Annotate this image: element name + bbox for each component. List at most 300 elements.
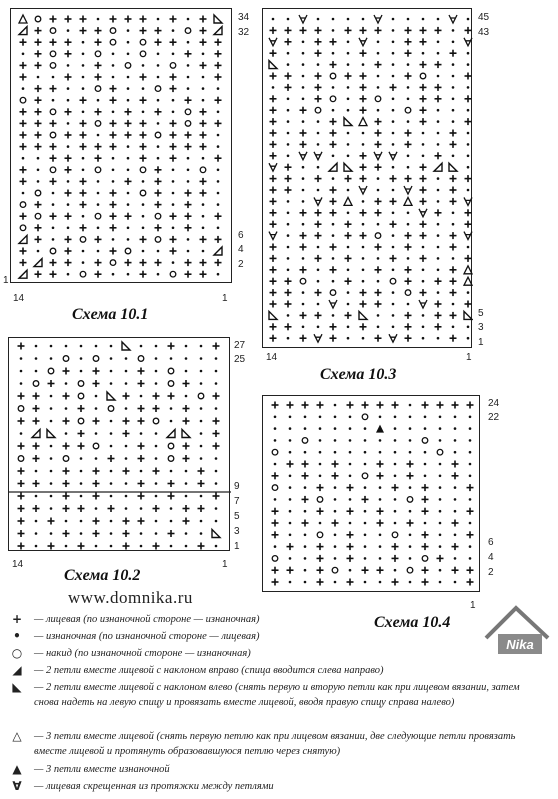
triangle-outline-icon bbox=[464, 266, 472, 274]
circle-icon bbox=[20, 202, 26, 208]
dot-icon bbox=[202, 215, 205, 218]
plus-icon bbox=[347, 531, 354, 538]
circle-icon bbox=[140, 39, 146, 45]
dot-icon bbox=[112, 111, 115, 114]
dot-icon bbox=[317, 326, 320, 329]
plus-icon bbox=[140, 120, 147, 127]
plus-icon bbox=[65, 166, 72, 173]
dot-icon bbox=[172, 192, 175, 195]
circle-icon bbox=[198, 393, 204, 399]
dot-icon bbox=[364, 557, 367, 560]
plus-icon bbox=[420, 164, 427, 171]
plus-icon bbox=[435, 278, 442, 285]
dot-icon bbox=[155, 457, 158, 460]
dot-icon bbox=[394, 416, 397, 419]
col-label-14: 14 bbox=[12, 559, 24, 570]
dot-icon bbox=[202, 53, 205, 56]
plus-icon bbox=[422, 508, 429, 515]
plus-icon bbox=[65, 132, 72, 139]
plus-icon bbox=[125, 213, 132, 220]
chart-10-3-grid bbox=[263, 9, 473, 349]
dot-icon bbox=[289, 581, 292, 584]
plus-icon bbox=[452, 543, 459, 550]
dot-icon bbox=[304, 416, 307, 419]
dot-icon bbox=[332, 18, 335, 21]
plus-icon bbox=[420, 221, 427, 228]
dot-icon bbox=[317, 189, 320, 192]
left-slant-decrease-icon bbox=[464, 311, 472, 319]
dot-icon bbox=[454, 581, 457, 584]
crossed-knit-icon bbox=[419, 209, 427, 217]
plus-icon bbox=[20, 248, 27, 255]
row-label-5: 5 bbox=[234, 511, 240, 522]
plus-icon bbox=[65, 236, 72, 243]
plus-icon bbox=[18, 505, 25, 512]
dot-icon bbox=[82, 157, 85, 160]
plus-icon bbox=[435, 95, 442, 102]
dot-icon bbox=[439, 475, 442, 478]
dot-icon bbox=[469, 451, 472, 454]
circle-icon bbox=[272, 449, 278, 455]
dot-icon bbox=[317, 18, 320, 21]
plus-icon bbox=[213, 443, 220, 450]
plus-icon bbox=[183, 455, 190, 462]
dot-icon bbox=[452, 86, 455, 89]
plus-icon bbox=[345, 175, 352, 182]
plus-icon bbox=[360, 84, 367, 91]
plus-icon bbox=[315, 95, 322, 102]
dot-icon bbox=[287, 120, 290, 123]
plus-icon: + bbox=[11, 612, 23, 626]
plus-icon bbox=[153, 468, 160, 475]
dot-icon bbox=[407, 98, 410, 101]
dot-icon bbox=[289, 475, 292, 478]
circle-icon bbox=[110, 39, 116, 45]
plus-icon bbox=[183, 418, 190, 425]
left-slant-decrease-icon bbox=[107, 392, 115, 400]
plus-icon bbox=[405, 278, 412, 285]
chart-10-2-grid bbox=[9, 338, 231, 552]
dot-icon bbox=[287, 63, 290, 66]
triangle-filled-icon bbox=[376, 425, 384, 433]
plus-icon bbox=[435, 301, 442, 308]
left-slant-decrease-icon bbox=[122, 342, 130, 350]
dot-icon bbox=[110, 420, 113, 423]
plus-icon bbox=[80, 178, 87, 185]
dot-icon bbox=[392, 63, 395, 66]
dot-icon bbox=[155, 370, 158, 373]
dot-icon bbox=[347, 109, 350, 112]
dot-icon bbox=[200, 345, 203, 348]
dot-icon bbox=[347, 212, 350, 215]
plus-icon bbox=[450, 50, 457, 57]
plus-icon bbox=[437, 402, 444, 409]
dot-icon bbox=[377, 52, 380, 55]
plus-icon bbox=[285, 175, 292, 182]
dot-icon bbox=[377, 41, 380, 44]
dot-icon bbox=[215, 382, 218, 385]
dot-icon bbox=[364, 581, 367, 584]
circle-icon bbox=[272, 556, 278, 562]
dot-icon bbox=[80, 532, 83, 535]
dot-icon bbox=[187, 18, 190, 21]
dot-icon bbox=[467, 86, 470, 89]
dot-icon bbox=[364, 463, 367, 466]
plus-icon bbox=[270, 335, 277, 342]
plus-icon bbox=[18, 493, 25, 500]
dot-icon bbox=[125, 382, 128, 385]
dot-icon bbox=[302, 63, 305, 66]
plus-icon bbox=[407, 520, 414, 527]
dot-icon bbox=[217, 273, 220, 276]
plus-icon bbox=[270, 27, 277, 34]
dot-icon bbox=[467, 189, 470, 192]
plus-icon bbox=[185, 143, 192, 150]
plus-icon bbox=[80, 16, 87, 23]
dot-icon bbox=[454, 451, 457, 454]
dot-icon bbox=[334, 427, 337, 430]
chart-10-4-title: Схема 10.4 bbox=[374, 614, 451, 631]
dot-icon bbox=[304, 427, 307, 430]
dot-icon bbox=[469, 557, 472, 560]
dot-icon bbox=[125, 445, 128, 448]
circle-icon bbox=[93, 443, 99, 449]
dot-icon bbox=[200, 495, 203, 498]
dot-icon bbox=[302, 52, 305, 55]
plus-icon bbox=[450, 198, 457, 205]
plus-icon bbox=[153, 393, 160, 400]
plus-icon bbox=[123, 530, 130, 537]
plus-icon bbox=[420, 175, 427, 182]
crossed-knit-icon bbox=[299, 152, 307, 160]
plus-icon bbox=[125, 120, 132, 127]
dot-icon bbox=[319, 416, 322, 419]
plus-icon bbox=[18, 530, 25, 537]
dot-icon bbox=[50, 470, 53, 473]
left-slant-decrease-icon bbox=[269, 311, 277, 319]
plus-icon bbox=[200, 62, 207, 69]
dot-icon bbox=[469, 522, 472, 525]
left-slant-decrease-icon bbox=[449, 163, 457, 171]
plus-icon bbox=[95, 74, 102, 81]
dot-icon bbox=[20, 370, 23, 373]
dot-icon bbox=[110, 445, 113, 448]
left-slant-decrease-icon bbox=[214, 15, 222, 23]
circle-icon bbox=[330, 96, 336, 102]
plus-icon bbox=[35, 201, 42, 208]
plus-icon bbox=[300, 130, 307, 137]
dot-icon bbox=[392, 109, 395, 112]
dot-icon bbox=[452, 29, 455, 32]
plus-icon bbox=[315, 73, 322, 80]
plus-icon bbox=[110, 213, 117, 220]
dot-icon bbox=[302, 75, 305, 78]
dot-icon bbox=[127, 192, 130, 195]
dot-icon bbox=[22, 157, 25, 160]
dot-icon bbox=[110, 432, 113, 435]
dot-icon bbox=[437, 234, 440, 237]
dot-icon bbox=[364, 439, 367, 442]
triangle-outline-icon bbox=[404, 197, 412, 205]
dot-icon bbox=[334, 581, 337, 584]
plus-icon bbox=[20, 259, 27, 266]
plus-icon bbox=[270, 323, 277, 330]
dot-icon bbox=[287, 18, 290, 21]
dot-icon bbox=[67, 203, 70, 206]
crossed-knit-icon bbox=[404, 186, 412, 194]
dot-icon bbox=[437, 109, 440, 112]
plus-icon bbox=[420, 232, 427, 239]
dot-icon bbox=[394, 427, 397, 430]
plus-icon bbox=[272, 567, 279, 574]
crossed-knit-icon bbox=[314, 334, 322, 342]
plus-icon bbox=[78, 405, 85, 412]
plus-icon bbox=[437, 555, 444, 562]
plus-icon bbox=[123, 418, 130, 425]
dot-icon bbox=[125, 357, 128, 360]
plus-icon bbox=[138, 443, 145, 450]
dot-icon bbox=[362, 246, 365, 249]
plus-icon bbox=[317, 555, 324, 562]
dot-icon bbox=[349, 522, 352, 525]
plus-icon bbox=[35, 39, 42, 46]
dot-icon bbox=[409, 534, 412, 537]
plus-icon bbox=[65, 39, 72, 46]
right-slant-decrease-icon bbox=[167, 430, 175, 438]
circle-icon bbox=[63, 456, 69, 462]
plus-icon bbox=[80, 190, 87, 197]
dot-icon bbox=[155, 445, 158, 448]
dot-icon bbox=[347, 52, 350, 55]
dot-icon bbox=[437, 132, 440, 135]
circle-icon bbox=[155, 132, 161, 138]
plus-icon bbox=[110, 190, 117, 197]
dot-icon bbox=[20, 432, 23, 435]
dot-icon bbox=[304, 545, 307, 548]
plus-icon bbox=[302, 402, 309, 409]
dot-icon bbox=[67, 180, 70, 183]
plus-icon bbox=[50, 213, 57, 220]
crossed-knit-icon bbox=[374, 152, 382, 160]
circle-icon bbox=[200, 167, 206, 173]
dot-icon bbox=[407, 223, 410, 226]
dot-icon bbox=[302, 41, 305, 44]
dot-icon bbox=[65, 432, 68, 435]
dot-icon bbox=[172, 111, 175, 114]
row-label-32: 32 bbox=[238, 27, 250, 38]
circle-icon bbox=[140, 51, 146, 57]
plus-icon bbox=[93, 368, 100, 375]
dot-icon bbox=[172, 53, 175, 56]
dot-icon bbox=[347, 63, 350, 66]
plus-icon bbox=[302, 461, 309, 468]
dot-icon bbox=[302, 200, 305, 203]
circle-icon bbox=[185, 28, 191, 34]
plus-icon bbox=[170, 132, 177, 139]
plus-icon bbox=[420, 107, 427, 114]
dot-icon bbox=[379, 581, 382, 584]
plus-icon bbox=[330, 209, 337, 216]
plus-icon bbox=[170, 39, 177, 46]
dot-icon bbox=[157, 145, 160, 148]
plus-icon bbox=[33, 418, 40, 425]
dot-icon bbox=[407, 120, 410, 123]
dot-icon bbox=[215, 545, 218, 548]
plus-icon bbox=[155, 224, 162, 231]
dot-icon bbox=[334, 557, 337, 560]
plus-icon bbox=[375, 198, 382, 205]
plus-icon bbox=[93, 493, 100, 500]
dot-icon bbox=[392, 75, 395, 78]
dot-icon bbox=[215, 407, 218, 410]
circle-icon bbox=[95, 213, 101, 219]
right-slant-decrease-icon bbox=[214, 247, 222, 255]
plus-icon bbox=[270, 95, 277, 102]
dot-icon bbox=[287, 98, 290, 101]
dot-icon bbox=[202, 87, 205, 90]
dot-icon bbox=[302, 166, 305, 169]
plus-icon bbox=[287, 461, 294, 468]
dot-icon bbox=[127, 145, 130, 148]
crossed-knit-icon bbox=[464, 232, 472, 240]
plus-icon bbox=[270, 175, 277, 182]
circle-icon bbox=[125, 248, 131, 254]
plus-icon bbox=[285, 278, 292, 285]
dot-icon bbox=[304, 451, 307, 454]
plus-icon bbox=[345, 221, 352, 228]
plus-icon bbox=[270, 50, 277, 57]
dot-icon bbox=[82, 76, 85, 79]
plus-icon bbox=[270, 198, 277, 205]
legend-text: — накид (по изнаночной стороне — изнаночная) bbox=[34, 648, 251, 659]
dot-icon bbox=[392, 143, 395, 146]
plus-icon bbox=[65, 74, 72, 81]
plus-icon bbox=[317, 567, 324, 574]
dot-icon bbox=[127, 169, 130, 172]
dot-icon bbox=[82, 64, 85, 67]
dot-icon bbox=[172, 29, 175, 32]
dot-icon bbox=[467, 337, 470, 340]
plus-icon bbox=[155, 39, 162, 46]
plus-icon bbox=[95, 62, 102, 69]
plus-icon bbox=[138, 380, 145, 387]
dot-icon bbox=[50, 532, 53, 535]
dot-icon bbox=[362, 63, 365, 66]
dot-icon bbox=[362, 223, 365, 226]
plus-icon bbox=[183, 518, 190, 525]
plus-icon bbox=[270, 107, 277, 114]
dot-icon bbox=[170, 420, 173, 423]
dot-icon bbox=[394, 463, 397, 466]
dot-icon bbox=[332, 86, 335, 89]
triangle-outline-icon bbox=[464, 277, 472, 285]
dot-icon bbox=[50, 457, 53, 460]
plus-icon bbox=[347, 555, 354, 562]
row-label-34: 34 bbox=[238, 12, 250, 23]
dot-icon bbox=[127, 238, 130, 241]
dot-icon bbox=[157, 76, 160, 79]
plus-icon bbox=[392, 555, 399, 562]
plus-icon bbox=[390, 198, 397, 205]
plus-icon bbox=[170, 236, 177, 243]
circle-icon bbox=[390, 278, 396, 284]
circle-icon bbox=[78, 393, 84, 399]
left-slant-decrease-icon: ◣ bbox=[12, 680, 22, 694]
plus-icon bbox=[35, 143, 42, 150]
plus-icon bbox=[170, 85, 177, 92]
plus-icon bbox=[110, 97, 117, 104]
dot-icon bbox=[50, 395, 53, 398]
dot-icon bbox=[302, 326, 305, 329]
plus-icon bbox=[65, 213, 72, 220]
dot-icon: • bbox=[13, 629, 21, 643]
left-slant-decrease-icon bbox=[344, 118, 352, 126]
plus-icon bbox=[270, 73, 277, 80]
legend-text: — 3 петли вместе изнаночной bbox=[34, 764, 170, 775]
dot-icon bbox=[200, 432, 203, 435]
plus-icon bbox=[377, 508, 384, 515]
dot-icon bbox=[97, 180, 100, 183]
plus-icon bbox=[33, 505, 40, 512]
dot-icon bbox=[110, 495, 113, 498]
plus-icon bbox=[33, 455, 40, 462]
plus-icon bbox=[272, 402, 279, 409]
dot-icon bbox=[95, 545, 98, 548]
dot-icon bbox=[424, 416, 427, 419]
dot-icon bbox=[334, 545, 337, 548]
plus-icon bbox=[360, 209, 367, 216]
dot-icon bbox=[217, 87, 220, 90]
crossed-knit-icon bbox=[299, 15, 307, 23]
plus-icon bbox=[392, 543, 399, 550]
dot-icon bbox=[332, 109, 335, 112]
dot-icon bbox=[347, 269, 350, 272]
plus-icon bbox=[450, 244, 457, 251]
dot-icon bbox=[157, 273, 160, 276]
plus-icon bbox=[330, 335, 337, 342]
circle-icon bbox=[80, 271, 86, 277]
dot-icon bbox=[215, 470, 218, 473]
legend-text: — 2 петли вместе лицевой с наклоном вправо (спица вводится слева направо) bbox=[34, 665, 384, 676]
dot-icon bbox=[80, 470, 83, 473]
dot-icon bbox=[424, 427, 427, 430]
dot-icon bbox=[302, 189, 305, 192]
dot-icon bbox=[142, 64, 145, 67]
circle-icon bbox=[185, 109, 191, 115]
dot-icon bbox=[37, 180, 40, 183]
plus-icon bbox=[377, 402, 384, 409]
dot-icon bbox=[452, 155, 455, 158]
dot-icon bbox=[392, 29, 395, 32]
plus-icon bbox=[93, 380, 100, 387]
plus-icon bbox=[377, 567, 384, 574]
circle-icon bbox=[155, 86, 161, 92]
dot-icon bbox=[439, 463, 442, 466]
dot-icon bbox=[127, 203, 130, 206]
dot-icon bbox=[407, 63, 410, 66]
dot-icon bbox=[452, 303, 455, 306]
dot-icon bbox=[407, 86, 410, 89]
plus-icon bbox=[465, 255, 472, 262]
plus-icon bbox=[125, 108, 132, 115]
dot-icon bbox=[127, 29, 130, 32]
plus-icon bbox=[20, 178, 27, 185]
plus-icon bbox=[78, 543, 85, 550]
dot-icon bbox=[187, 250, 190, 253]
plus-icon bbox=[317, 402, 324, 409]
dot-icon bbox=[202, 203, 205, 206]
dot-icon bbox=[334, 498, 337, 501]
